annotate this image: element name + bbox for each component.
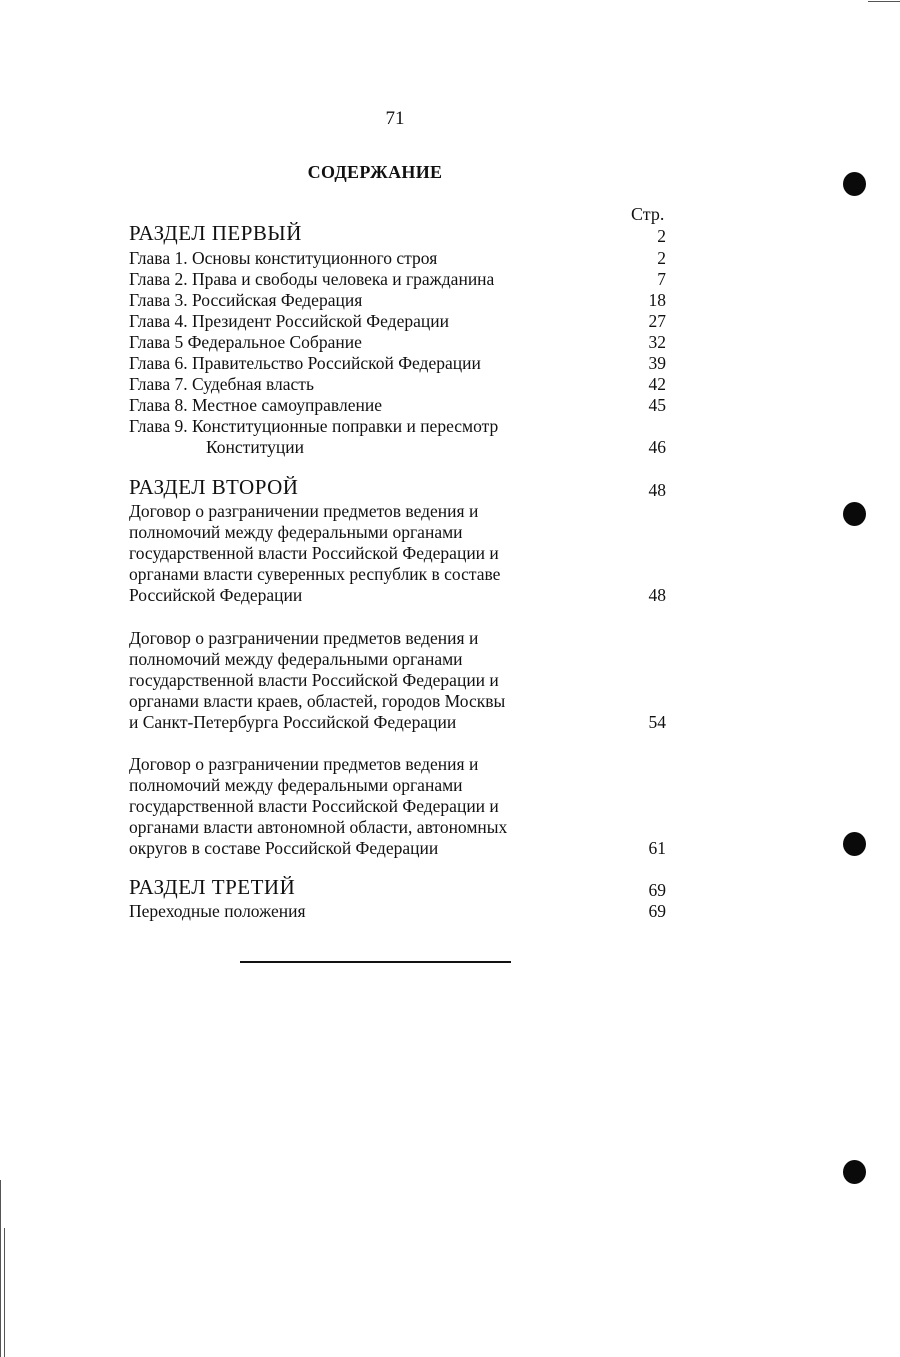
scan-edge-line <box>868 1 900 2</box>
scan-edge-line <box>4 1228 5 1357</box>
toc-page-number: 2 <box>657 226 666 246</box>
toc-entry-text: полномочий между федеральными органами <box>129 522 463 542</box>
toc-entry-text: округов в составе Российской Федерации <box>129 838 439 858</box>
toc-entry-text: Переходные положения <box>129 901 306 921</box>
toc-entry-text: Договор о разграничении предметов ведения и <box>129 501 479 521</box>
toc-section-title: РАЗДЕЛ ТРЕТИЙ <box>129 875 296 899</box>
toc-entry-text: Глава 4. Президент Российской Федерации <box>129 311 449 331</box>
toc-entry-text: Глава 3. Российская Федерация <box>129 290 363 310</box>
toc-page-number: 27 <box>648 311 666 331</box>
toc-page-number: 39 <box>648 353 666 373</box>
toc-page-number: 45 <box>648 395 666 415</box>
toc-entry-text: полномочий между федеральными органами <box>129 775 463 795</box>
toc-entry-text: органами власти автономной области, автономных <box>129 817 508 837</box>
toc-entry-text: Российской Федерации <box>129 585 303 605</box>
toc-page-number: 2 <box>657 248 666 268</box>
page-number: 71 <box>385 108 405 129</box>
toc-entry-text: Глава 6. Правительство Российской Федерации <box>129 353 481 373</box>
toc-page-number: 46 <box>648 437 666 457</box>
toc-entry-text: и Санкт-Петербурга Российской Федерации <box>129 712 457 732</box>
toc-entry-text: Глава 9. Конституционные поправки и пересмотр <box>129 416 499 436</box>
end-rule <box>240 961 511 963</box>
toc-entry-text: Глава 2. Права и свободы человека и гражданина <box>129 269 495 289</box>
toc-page-number: 18 <box>648 290 666 310</box>
toc-entry-text: государственной власти Российской Федерации и <box>129 670 499 690</box>
toc-entry-text: органами власти суверенных республик в составе <box>129 564 501 584</box>
page-column-header: Стр. <box>631 204 665 224</box>
toc-page-number: 7 <box>657 269 666 289</box>
punch-hole <box>843 502 866 526</box>
toc-page-number: 69 <box>648 880 666 900</box>
toc-page-number: 69 <box>648 901 666 921</box>
toc-entry-text: Глава 5 Федеральное Собрание <box>129 332 362 352</box>
toc-section-title: РАЗДЕЛ ПЕРВЫЙ <box>129 221 302 245</box>
toc-entry-text: Договор о разграничении предметов ведения и <box>129 754 479 774</box>
toc-entry-text: государственной власти Российской Федерации и <box>129 543 499 563</box>
toc-entry-text: органами власти краев, областей, городов Москвы <box>129 691 506 711</box>
scan-edge-line <box>0 1180 1 1357</box>
toc-entry-text: Глава 7. Судебная власть <box>129 374 314 394</box>
punch-hole <box>843 1160 866 1184</box>
toc-entry-text: Конституции <box>206 437 304 457</box>
toc-entry-text: Договор о разграничении предметов ведения и <box>129 628 479 648</box>
toc-page-number: 48 <box>648 585 666 605</box>
punch-hole <box>843 832 866 856</box>
toc-page-number: 54 <box>648 712 666 732</box>
toc-entry-text: государственной власти Российской Федерации и <box>129 796 499 816</box>
toc-page-number: 48 <box>648 480 666 500</box>
toc-entry-text: Глава 8. Местное самоуправление <box>129 395 382 415</box>
toc-entry-text: Глава 1. Основы конституционного строя <box>129 248 438 268</box>
toc-page-number: 42 <box>648 374 666 394</box>
punch-hole <box>843 172 866 196</box>
page-title: СОДЕРЖАНИЕ <box>307 162 443 182</box>
toc-entry-text: полномочий между федеральными органами <box>129 649 463 669</box>
toc-section-title: РАЗДЕЛ ВТОРОЙ <box>129 475 299 499</box>
toc-page-number: 32 <box>648 332 666 352</box>
toc-page-number: 61 <box>648 838 666 858</box>
